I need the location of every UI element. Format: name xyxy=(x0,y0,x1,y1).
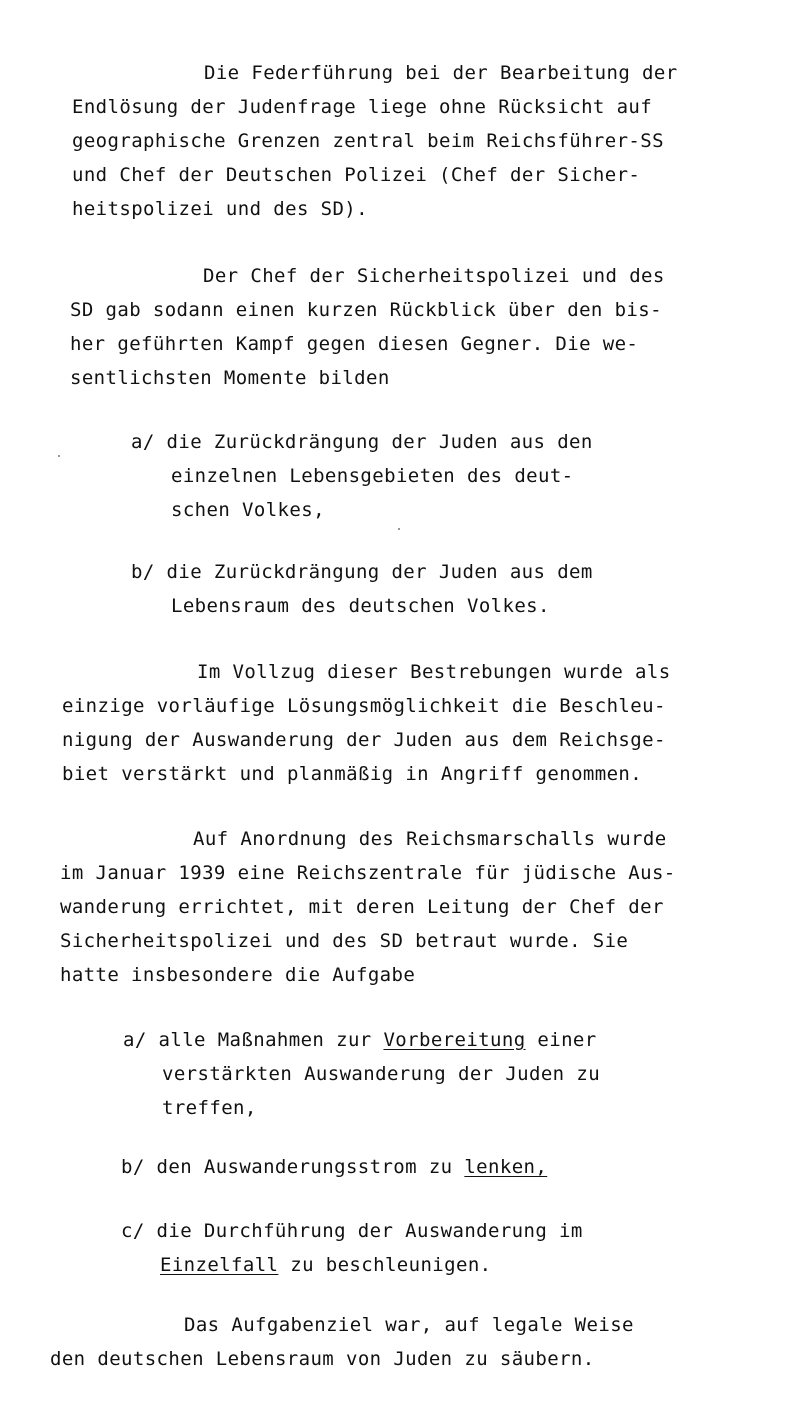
p4-line-4: Sicherheitspolizei und des SD betraut wurde. Sie xyxy=(60,930,629,952)
p4-line-3: wanderung errichtet, mit deren Leitung der Chef der xyxy=(60,896,664,918)
list2-item-c-suffix: zu beschleunigen. xyxy=(278,1254,492,1276)
list2-item-a-line-2: verstärkten Auswanderung der Juden zu xyxy=(162,1063,601,1085)
p1-line-2: Endlösung der Judenfrage liege ohne Rücksicht auf xyxy=(72,96,653,118)
p2-line-3: her geführten Kampf gegen diesen Gegner. Die we- xyxy=(70,333,639,355)
list2-item-b-prefix: b/ den Auswanderungsstrom zu xyxy=(121,1156,465,1178)
p1-line-3: geographische Grenzen zentral beim Reichsführer-SS xyxy=(72,130,664,152)
p5-line-1: Das Aufgabenziel war, auf legale Weise xyxy=(184,1314,634,1336)
p2-line-1: Der Chef der Sicherheitspolizei und des xyxy=(203,265,665,287)
p4-line-1: Auf Anordnung des Reichsmarschalls wurde xyxy=(193,828,667,850)
list2-item-a-prefix: a/ alle Maßnahmen zur xyxy=(123,1029,384,1051)
list1-item-a-line-2: einzelnen Lebensgebieten des deut- xyxy=(171,465,574,487)
list1-item-b-line-2: Lebensraum des deutschen Volkes. xyxy=(171,595,550,617)
p4-line-5: hatte insbesondere die Aufgabe xyxy=(60,964,416,986)
list1-item-b-line-1: b/ die Zurückdrängung der Juden aus dem xyxy=(131,561,593,583)
list2-item-a-line-3: treffen, xyxy=(162,1097,257,1119)
p2-line-4: sentlichsten Momente bilden xyxy=(70,367,390,389)
list2-item-c-line-2 xyxy=(160,1253,492,1277)
p3-line-1: Im Vollzug dieser Bestrebungen wurde als xyxy=(197,661,671,683)
p5-line-2: den deutschen Lebensraum von Juden zu säubern. xyxy=(50,1348,595,1370)
list2-item-a-suffix: einer xyxy=(525,1029,597,1051)
list2-item-b-line-1 xyxy=(121,1155,547,1179)
p1-line-1: Die Federführung bei der Bearbeitung der xyxy=(204,62,678,84)
p1-line-5: heitspolizei und des SD). xyxy=(72,198,368,220)
p3-line-3: nigung der Auswanderung der Juden aus dem Reichsge- xyxy=(62,729,666,751)
scan-speck xyxy=(58,455,60,457)
underlined-einzelfall: Einzelfall xyxy=(160,1254,279,1276)
underlined-vorbereitung: Vorbereitung xyxy=(383,1029,526,1051)
scan-speck xyxy=(398,528,400,530)
underlined-lenken: lenken, xyxy=(464,1156,548,1178)
p1-line-4: und Chef der Deutschen Polizei (Chef der Sicher- xyxy=(72,164,641,186)
list2-item-c-line-1: c/ die Durchführung der Auswanderung im xyxy=(121,1220,583,1242)
p4-line-2: im Januar 1939 eine Reichszentrale für jüdische Aus- xyxy=(60,862,676,884)
p2-line-2: SD gab sodann einen kurzen Rückblick über den bis- xyxy=(70,299,662,321)
list2-item-a-line-1 xyxy=(123,1028,597,1052)
list1-item-a-line-3: schen Volkes, xyxy=(171,499,325,521)
p3-line-4: biet verstärkt und planmäßig in Angriff genommen. xyxy=(62,763,643,785)
list1-item-a-line-1: a/ die Zurückdrängung der Juden aus den xyxy=(131,431,593,453)
p3-line-2: einzige vorläufige Lösungsmöglichkeit die Beschleu- xyxy=(62,695,666,717)
